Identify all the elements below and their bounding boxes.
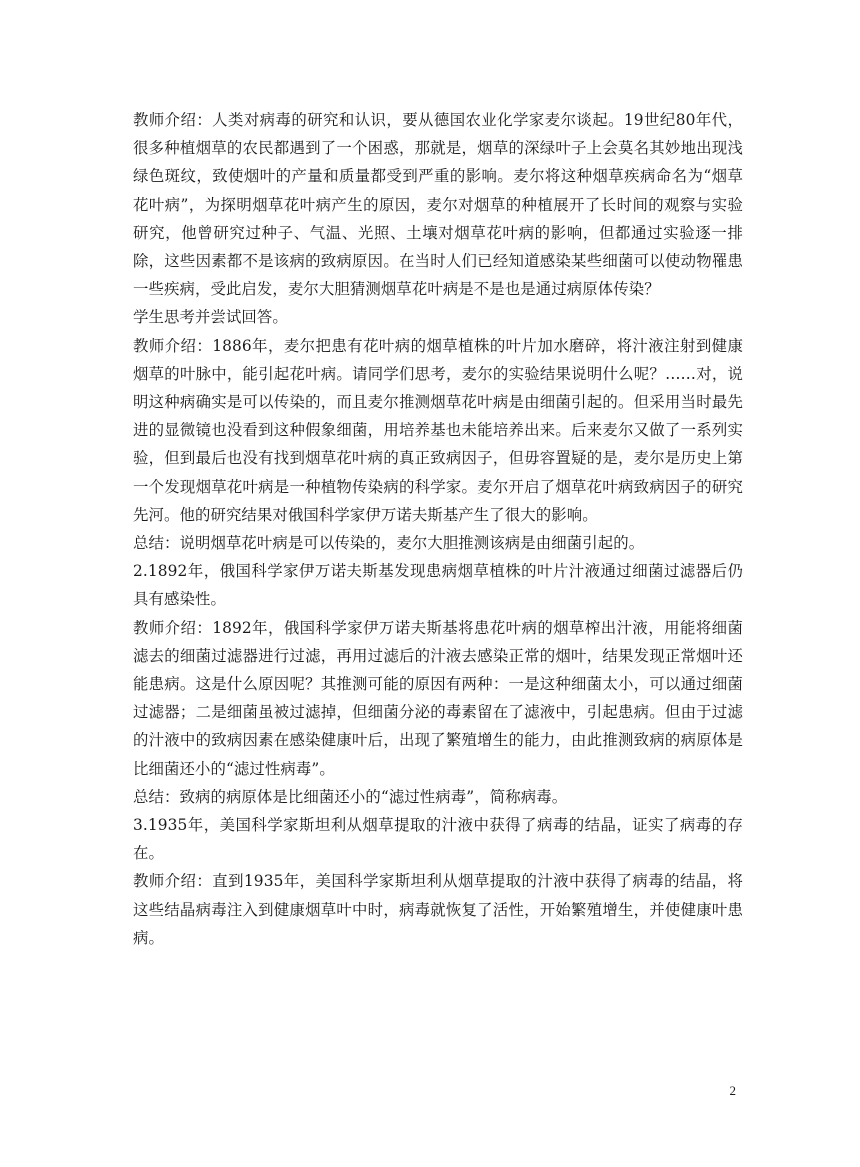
paragraph-teacher-intro-1892: 教师介绍：1892年，俄国科学家伊万诺夫斯基将患花叶病的烟草榨出汁液，用能将细菌滤去的细菌过滤器进行过滤，再用过滤后的汁液去感染正常的烟叶，结果发现正常烟叶还能患病。这是什么原因呢？其推测可能的原因有两种：一是这种细菌太小，可以通过细菌过滤器；二是细菌虽被过滤掉，但细菌分泌的毒素留在了滤液中，引起患病。但由于过滤的汁液中的致病因素在感染健康叶后，出现了繁殖增生的能力，由此推测致病的病原体是比细菌还小的“滤过性病毒”。 [133, 618, 743, 778]
paragraph-heading-1935: 3.1935年，美国科学家斯坦利从烟草提取的汁液中获得了病毒的结晶，证实了病毒的存在。 [133, 816, 743, 863]
paragraph-student-response: 学生思考并尝试回答。 [133, 308, 288, 327]
paragraph-teacher-intro-1935: 教师介绍：直到1935年，美国科学家斯坦利从烟草提取的汁液中获得了病毒的结晶，将这些结晶病毒注入到健康烟草叶中时，病毒就恢复了活性，开始繁殖增生，并使健康叶患病。 [133, 872, 743, 947]
paragraph-teacher-intro-mayer: 教师介绍：人类对病毒的研究和认识，要从德国农业化学家麦尔谈起。19世纪80年代，很多种植烟草的农民都遇到了一个困惑，那就是，烟草的深绿叶子上会莫名其妙地出现浅绿色斑纹，致使烟叶的产量和质量都受到严重的影响。麦尔将这种烟草疾病命名为“烟草花叶病”，为探明烟草花叶病产生的原因，麦尔对烟草的种植展开了长时间的观察与实验研究，他曾研究过种子、气温、光照、土壤对烟草花叶病的影响，但都通过实验逐一排除，这些因素都不是该病的致病原因。在当时人们已经知道感染某些细菌可以使动物罹患一些疾病，受此启发，麦尔大胆猜测烟草花叶病是不是也是通过病原体传染？ [133, 111, 743, 299]
paragraph-heading-1892: 2.1892年，俄国科学家伊万诺夫斯基发现患病烟草植株的叶片汁液通过细菌过滤器后仍具有感染性。 [133, 562, 743, 609]
paragraph-summary-2: 总结：致病的病原体是比细菌还小的“滤过性病毒”，简称病毒。 [133, 787, 568, 806]
page-body [133, 106, 743, 952]
paragraph-summary-1: 总结：说明烟草花叶病是可以传染的，麦尔大胆推测该病是由细菌引起的。 [133, 534, 645, 553]
paragraph-teacher-intro-1886: 教师介绍：1886年，麦尔把患有花叶病的烟草植株的叶片加水磨碎，将汁液注射到健康烟草的叶脉中，能引起花叶病。请同学们思考，麦尔的实验结果说明什么呢？……对，说明这种病确实是可以传染的，而且麦尔推测烟草花叶病是由细菌引起的。但采用当时最先进的显微镜也没看到这种假象细菌，用培养基也未能培养出来。后来麦尔又做了一系列实验，但到最后也没有找到烟草花叶病的真正致病因子，但毋容置疑的是，麦尔是历史上第一个发现烟草花叶病是一种植物传染病的科学家。麦尔开启了烟草花叶病致病因子的研究先河。他的研究结果对俄国科学家伊万诺夫斯基产生了很大的影响。 [133, 336, 743, 524]
page-number: 2 [729, 1083, 736, 1098]
